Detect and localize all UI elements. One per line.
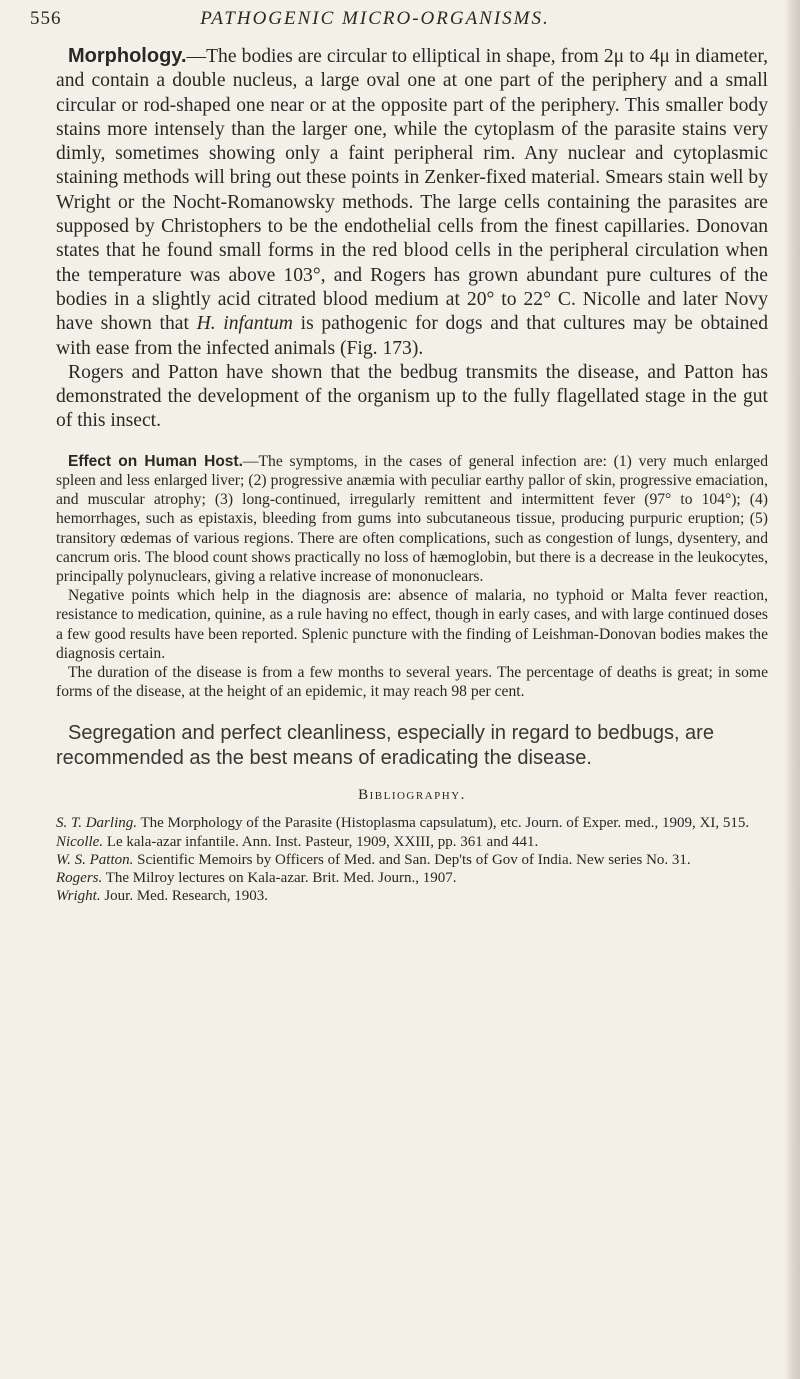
duration-paragraph: The duration of the disease is from a few months to several years. The percentage of deaths is great; in some forms of the disease, at the height of an epidemic, it may reach 98 per cent. <box>56 663 768 701</box>
page-edge-shadow <box>784 0 800 1379</box>
bibliography-author: Rogers. <box>56 870 103 886</box>
morphology-heading: Morphology. <box>68 45 187 67</box>
effect-heading: Effect on Human Host. <box>68 452 243 470</box>
bibliography-title: Bibliography. <box>358 787 466 804</box>
bibliography-author: W. S. Patton. <box>56 851 134 868</box>
diagnosis-paragraph: Negative points which help in the diagnosis are: absence of malaria, no typhoid or Malta fever reaction, resistance to medication, quinine, as a rule having no effect, though in early cases, and with large continued doses a few good results have been reported. Splenic puncture with the finding of Leishman-Donovan bodies makes the diagnosis certain. <box>56 587 768 662</box>
page-content <box>56 44 768 905</box>
effect-text: —The symptoms, in the cases of general infection are: (1) very much enlarged spleen and less enlarged liver; (2) progressive anæmia with peculiar earthy pallor of skin, progressive emaciation, and muscular atrophy; (3) long-continued, irregularly remittent and intermittent fever (97° to 104°); (4) hemorrhages, such as epistaxis, bleeding from gums into subcutaneous tissue, producing purpuric eruption; (5) transitory œdemas of various regions. There are often complications, such as congestion of lungs, dysentery, and cancrum oris. The blood count shows practically no loss of hæmoglobin, but there is a decrease in the leukocytes, principally polynuclears, giving a relative increase of mononuclears. <box>56 452 769 585</box>
segregation-statement: Segregation and perfect cleanliness, especially in regard to bedbugs, are recommended as the best means of eradicating the disease. <box>56 722 714 770</box>
bibliography-item <box>56 869 768 887</box>
bibliography-list <box>56 814 768 905</box>
bibliography-author: S. T. Darling. <box>56 815 137 832</box>
bibliography-text: Scientific Memoirs by Officers of Med. and San. Dep'ts of Gov of India. New series No. 31. <box>137 851 691 868</box>
bibliography-text: The Milroy lectures on Kala-azar. Brit. Med. Journ., 1907. <box>105 870 457 886</box>
bibliography-text: Le kala-azar infantile. Ann. Inst. Pasteur, 1909, XXIII, pp. 361 and 441. <box>106 833 539 850</box>
bibliography-text: The Morphology of the Parasite (Histoplasma capsulatum), etc. Journ. of Exper. med., 1909, XI, 515. <box>140 815 750 832</box>
bibliography-item <box>56 833 768 851</box>
running-title: PATHOGENIC MICRO-ORGANISMS. <box>200 8 550 29</box>
bibliography-author: Nicolle. <box>56 833 104 850</box>
morphology-text: —The bodies are circular to elliptical in shape, from 2μ to 4μ in diameter, and contain a double nucleus, a large oval one at one part of the periphery and a small circular or rod-shaped one near or at the opposite part of the periphery. This smaller body stains more intensely than the larger one, while the cytoplasm of the parasite stains very dimly, sometimes showing only a faint peripheral rim. Any nuclear and cytoplasmic staining methods will bring out these points in Zenker-fixed material. Smears stain well by Wright or the Nocht-Romanowsky methods. The large cells containing the parasites are supposed by Christophers to be the endothelial cells from the finest capillaries. Donovan states that he found small forms in the red blood cells in the peripheral circulation when the temperature was above 103°, and Rogers has grown abundant pure cultures of the bodies in a slightly acid citrated blood medium at 20° to 22° C. Nicolle and later Novy have shown that <box>56 46 768 335</box>
bibliography-text: Jour. Med. Research, 1903. <box>104 888 269 905</box>
bibliography-item <box>56 887 768 905</box>
morphology-text-end: is pathogenic for dogs and that cultures may be obtained with ease from the infected animals (Fig. 173). <box>56 313 768 359</box>
bedbug-paragraph: Rogers and Patton have shown that the bedbug transmits the disease, and Patton has demonstrated the development of the organism up to the fully flagellated stage in the gut of this insect. <box>56 361 768 432</box>
bibliography-author: Wright. <box>56 888 101 905</box>
page-header <box>30 8 770 40</box>
page-number: 556 <box>30 8 62 29</box>
morphology-paragraph <box>56 44 768 361</box>
effect-paragraph <box>56 452 768 586</box>
bibliography-item <box>56 814 768 832</box>
bibliography-item <box>56 851 768 869</box>
species-name: H. infantum <box>196 313 293 335</box>
